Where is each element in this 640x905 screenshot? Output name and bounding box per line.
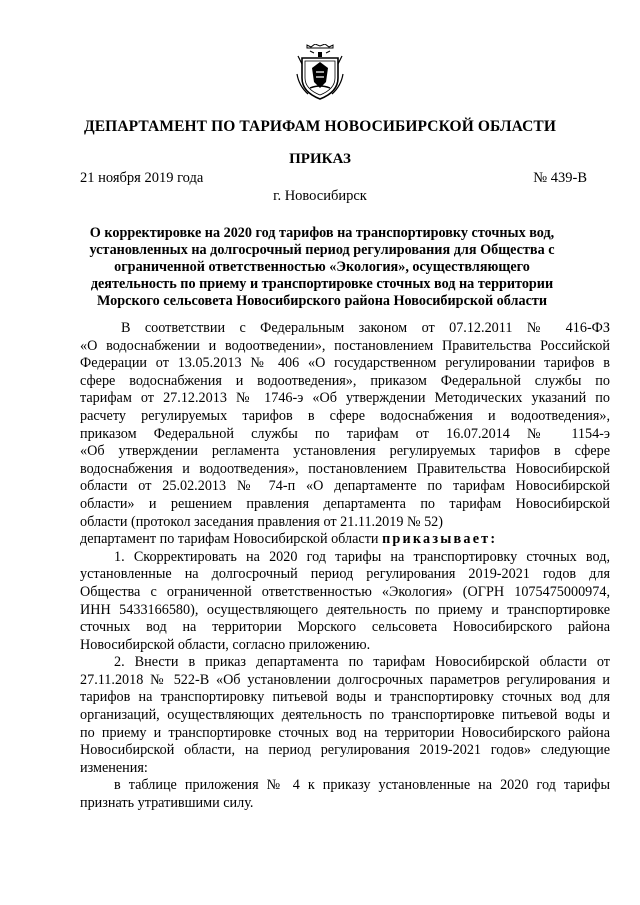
order-intro-text: департамент по тарифам Новосибирской области bbox=[80, 531, 383, 548]
body-line: приказом Федеральной службы по тарифам от 16.07.2014 № 1154-э bbox=[80, 425, 610, 442]
order-heading bbox=[82, 225, 562, 310]
item-2-paragraph bbox=[80, 654, 610, 777]
order-statement bbox=[80, 531, 610, 549]
body-line: Новосибирской области, на период регулирования 2019-2021 годов» следующие bbox=[80, 742, 610, 759]
body-line: Новосибирской области, согласно приложению. bbox=[80, 636, 371, 653]
department-name: ДЕПАРТАМЕНТ ПО ТАРИФАМ НОВОСИБИРСКОЙ ОБЛАСТИ bbox=[83, 118, 557, 135]
order-word: приказывает: bbox=[382, 531, 498, 548]
body-line: сточных вод на территории Морского сельсовета Новосибирского района bbox=[80, 619, 610, 636]
body-line: «О водоснабжении и водоотведении», постановлением Правительства Российской bbox=[80, 337, 610, 354]
heading-line: деятельность по приему и транспортировке сточных вод на территории bbox=[90, 276, 554, 292]
body-line: признать утратившими силу. bbox=[80, 795, 254, 812]
body-line: ИНН 5433166580), осуществляющего деятельность по приему и транспортировке bbox=[80, 601, 610, 618]
body-line: В соответствии с Федеральным законом от 07.12.2011 № 416-ФЗ bbox=[121, 320, 610, 336]
body-line: 27.11.2018 № 522-В «Об установлении долгосрочных параметров регулирования и bbox=[80, 671, 610, 688]
item-2-sub-paragraph bbox=[80, 777, 610, 812]
body-line: сфере водоснабжения и водоотведения», приказом Федеральной службы по bbox=[80, 372, 610, 389]
order-body bbox=[80, 320, 610, 813]
body-line: 2. Внести в приказ департамента по тарифам Новосибирской области от bbox=[114, 654, 610, 671]
body-line: области (протокол заседания правления от 21.11.2019 № 52) bbox=[80, 513, 443, 530]
coat-of-arms-emblem bbox=[296, 44, 344, 102]
body-line: расчету регулируемых тарифов в сфере водоснабжения и водоотведения», bbox=[80, 407, 610, 424]
body-line: тарифам от 27.12.2013 № 1746-э «Об утверждении Методических указаний по bbox=[80, 390, 610, 407]
order-number: № 439-В bbox=[533, 170, 587, 186]
order-city: г. Новосибирск bbox=[273, 188, 367, 204]
body-line: области» и решением правления департамента по тарифам Новосибирской bbox=[80, 495, 610, 512]
body-line: 1. Скорректировать на 2020 год тарифы на транспортировку сточных вод, bbox=[114, 548, 610, 565]
order-date: 21 ноября 2019 года bbox=[80, 170, 204, 186]
body-line: Общества с ограниченной ответственностью «Экология» (ОГРН 1075475000974, bbox=[80, 583, 610, 600]
body-line: в таблице приложения № 4 к приказу установленные на 2020 год тарифы bbox=[114, 777, 610, 794]
body-line: установленные на долгосрочный период регулирования 2019-2021 годов для bbox=[80, 566, 610, 583]
body-line: изменения: bbox=[80, 759, 148, 776]
body-line: водоснабжения и водоотведения», постановлением Правительства Новосибирской bbox=[80, 460, 610, 477]
body-line: области от 25.02.2013 № 74-п «О департаменте по тарифам Новосибирской bbox=[80, 478, 610, 495]
preamble-paragraph bbox=[80, 320, 610, 531]
heading-line: О корректировке на 2020 год тарифов на транспортировку сточных вод, bbox=[89, 225, 555, 241]
body-line: по приему и транспортировке сточных вод на территории Новосибирского района bbox=[80, 724, 610, 741]
item-1-paragraph bbox=[80, 549, 610, 655]
body-line: Федерации от 13.05.2013 № 406 «О государственном регулировании тарифов в bbox=[80, 355, 610, 372]
body-line: организаций, осуществляющих деятельность по транспортировке питьевой воды и bbox=[80, 707, 610, 724]
heading-line: установленных на долгосрочный период регулирования для Общества с bbox=[89, 242, 555, 258]
document-type-title: ПРИКАЗ bbox=[289, 151, 351, 167]
body-line: тарифов на транспортировку питьевой воды и транспортировку сточных вод для bbox=[80, 689, 610, 706]
heading-line: ограниченной ответственностью «Экология», осуществляющего bbox=[114, 259, 530, 275]
heading-line: Морского сельсовета Новосибирского района Новосибирской области bbox=[96, 293, 548, 309]
body-line: «Об утверждении регламента установления регулируемых тарифов в сфере bbox=[80, 443, 610, 460]
